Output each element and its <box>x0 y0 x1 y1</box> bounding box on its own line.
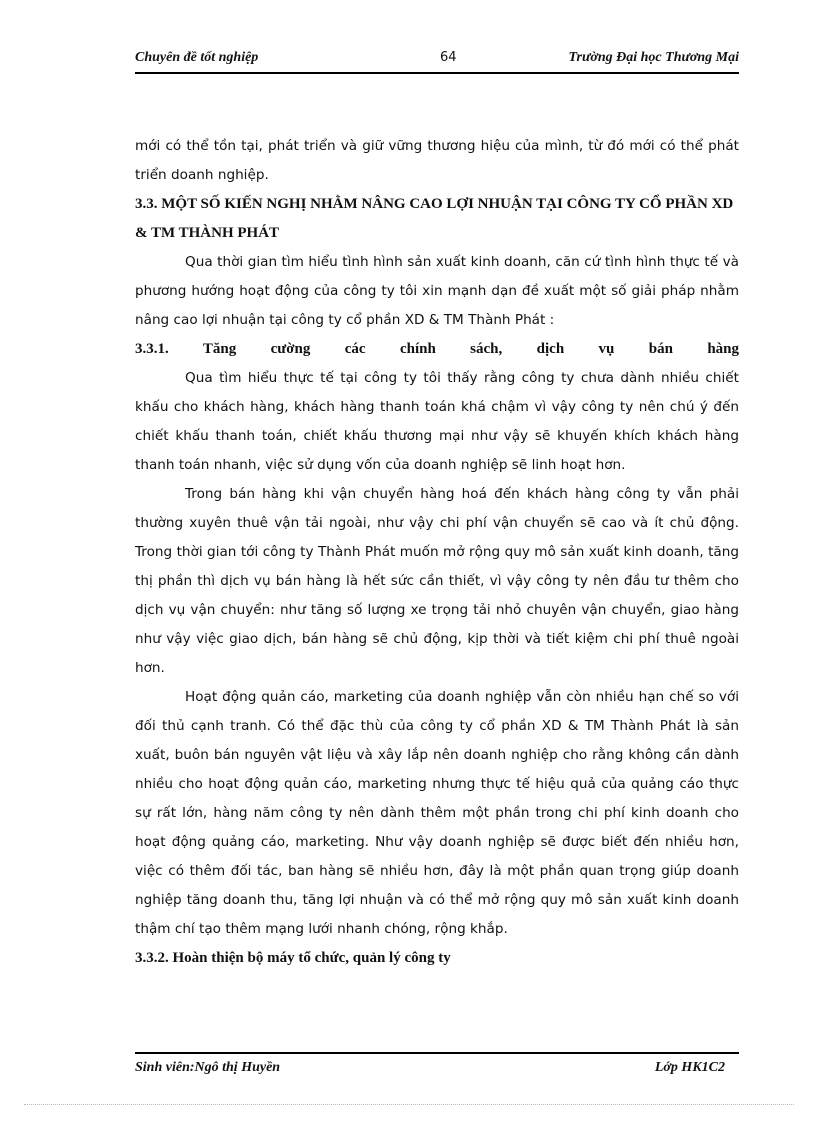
section-heading-3-3-2: 3.3.2. Hoàn thiện bộ máy tổ chức, quản lý công ty <box>135 950 451 966</box>
section-heading-3-3-1: 3.3.1. Tăng cường các chính sách, dịch vụ bán hàng <box>135 341 739 357</box>
paragraph-marketing: Hoạt động quản cáo, marketing của doanh nghiệp vẫn còn nhiều hạn chế so với đối thủ cạnh tranh. Có thể đặc thù của công ty cổ phần XD & TM Thành Phát là sản xuất, buôn bán nguyên vật liệu và xây lắp nên doanh nghiệp cho rằng không cần dành nhiều cho hoạt động quản cáo, marketing nhưng thực tế hiệu quả của quảng cáo thực sự rất lớn, hàng năm công ty nên dành thêm một phần trong chi phí kinh doanh cho hoạt động quảng cáo, marketing. Như vậy doanh nghiệp sẽ được biết đến nhiều hơn, việc có thêm đối tác, ban hàng sẽ nhiều hơn, đây là một phần quan trọng giúp doanh nghiệp tăng doanh thu, tăng lợi nhuận và có thể mở rộng quy mô sản xuất kinh doanh thậm chí tạo thêm mạng lưới nhanh chóng, rộng khắp. <box>135 689 739 937</box>
paragraph-overview: Qua thời gian tìm hiểu tình hình sản xuất kinh doanh, căn cứ tình hình thực tế và phương hướng hoạt động của công ty tôi xin mạnh dạn đề xuất một số giải pháp nhằm nâng cao lợi nhuận tại công ty cổ phần XD & TM Thành Phát : <box>135 254 739 328</box>
paragraph-transport: Trong bán hàng khi vận chuyển hàng hoá đến khách hàng công ty vẫn phải thường xuyên thuê vận tải ngoài, như vậy chi phí vận chuyển sẽ cao và ít chủ động. Trong thời gian tới công ty Thành Phát muốn mở rộng quy mô sản xuất kinh doanh, tăng thị phần thì dịch vụ bán hàng là hết sức cần thiết, vì vậy công ty nên đầu tư thêm cho dịch vụ vận chuyển: như tăng số lượng xe trọng tải nhỏ chuyên vận chuyển, giao hàng như vậy việc giao dịch, bán hàng sẽ chủ động, kịp thời và tiết kiệm chi phí thuê ngoài hơn. <box>135 486 739 676</box>
page-header <box>135 48 739 74</box>
section-heading-3-3: 3.3. MỘT SỐ KIẾN NGHỊ NHẰM NÂNG CAO LỢI NHUẬN TẠI CÔNG TY CỔ PHẦN XD & TM THÀNH PHÁT <box>135 196 734 241</box>
paragraph-intro: mới có thể tồn tại, phát triển và giữ vững thương hiệu của mình, từ đó mới có thể phát triển doanh nghiệp. <box>135 138 739 183</box>
page-number: 64 <box>440 50 457 65</box>
document-body <box>135 132 739 973</box>
footer-student: Sinh viên:Ngô thị Huyền <box>135 1060 281 1075</box>
paragraph-discounts: Qua tìm hiểu thực tế tại công ty tôi thấy rằng công ty chưa dành nhiều chiết khấu cho khách hàng, khách hàng thanh toán khá chậm vì vậy công ty nên chú ý đến chiết khấu thanh toán, chiết khấu thương mại như vậy sẽ khuyến khích khách hàng thanh toán nhanh, việc sử dụng vốn của doanh nghiệp sẽ linh hoạt hơn. <box>135 370 739 473</box>
header-title: Chuyên đề tốt nghiệp <box>135 50 259 65</box>
footer-class: Lớp HK1C2 <box>654 1060 725 1075</box>
header-school: Trường Đại học Thương Mại <box>568 50 739 65</box>
page-bottom-divider <box>24 1104 794 1105</box>
page-footer <box>135 1052 739 1082</box>
